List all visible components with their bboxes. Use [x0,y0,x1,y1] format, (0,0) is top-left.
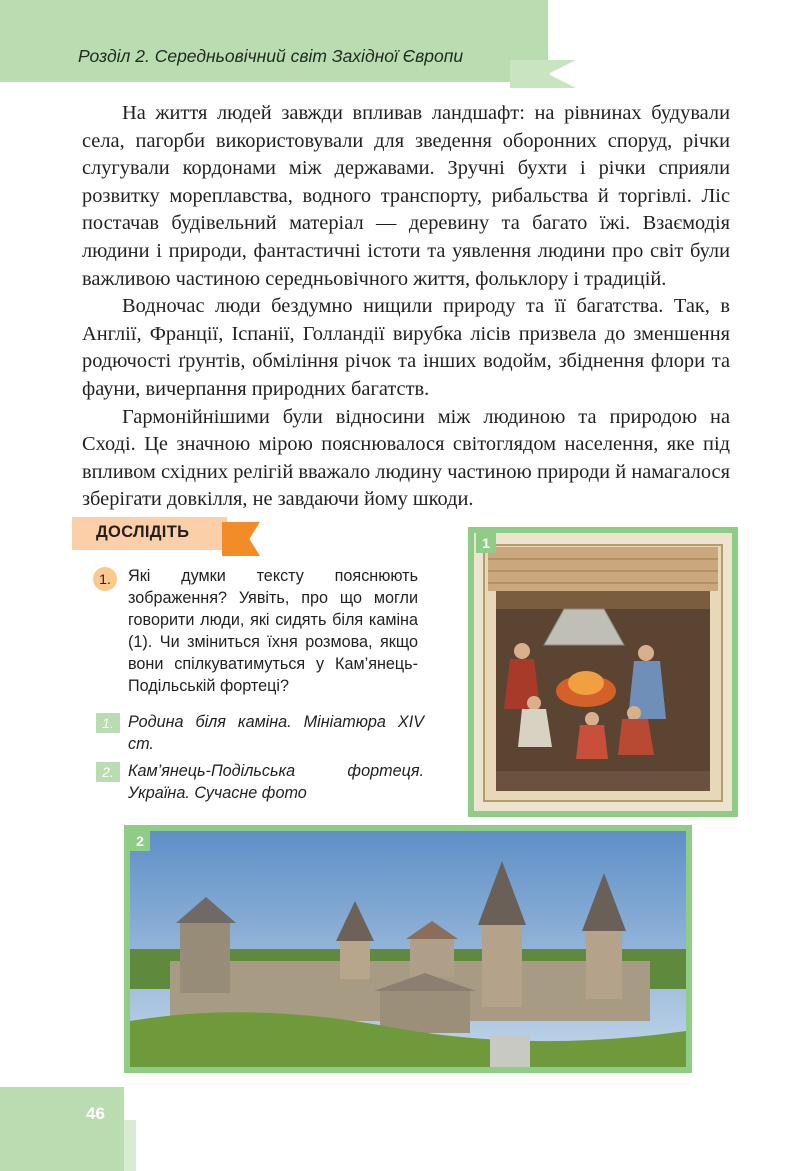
figure-1-miniature [468,527,738,817]
paragraph: Водночас люди бездумно нищили природу та її багатства. Так, в Англії, Франції, Іспанії, Голландії вирубка лісів призвела до зменшення родючості ґрунтів, обміління річок та інших водойм, збіднення флори та фауни, вичерпання природних багатств. [82,295,730,400]
caption-number: 2. [96,762,120,782]
page-number: 46 [86,1104,105,1123]
paragraph: Гармонійнішими були відносини між людиною та природою на Сході. Це значною мірою пояснювалося світоглядом населення, яке під впливом східних релігій вважало людину частиною природи й намагалося зберігати довкілля, не завдаючи йому шкоди. [82,405,730,511]
caption-text: Родина біля каміна. Мініатюра XIV ст. [128,713,424,753]
question-text: Які думки тексту пояснюють зображення? Уявіть, про що могли говорити люди, які сидять біля каміна (1). Чи зміниться їхня розмова, якщо вони спілкуватимуться у Кам’янець-Подільській фортеці? [128,567,418,695]
paragraph: На життя людей завжди впливав ландшафт: на рівнинах будували села, пагорби використовували для зведення оборонних споруд, річки слугували кордонами між державами. Зручні бухти і річки сприяли розвитку мореплавства, водного транспорту, рибальства й торгівлі. Ліс постачав будівельний матеріал — деревину та багато їжі. Взаємодія людини і природи, фантастичні істоти та уявлення людини про світ були важливою частиною середньовічного життя, фольклору і традицій. [82,102,730,290]
main-text [82,100,730,514]
fortress-photo [130,831,686,1067]
figure-number: 1 [476,533,496,553]
header-ribbon [510,60,550,88]
chapter-header-band [0,0,548,82]
caption-number: 1. [96,713,120,733]
question-number-badge: 1. [93,567,117,591]
explore-ribbon [222,522,260,556]
figure-2-photo [124,825,692,1073]
miniature-image [474,533,732,811]
explore-heading: ДОСЛІДІТЬ [96,523,190,541]
figure-number: 2 [130,831,150,851]
footer-strip [124,1120,136,1171]
caption-text: Кам’янець-Подільська фортеця. Україна. Сучасне фото [128,762,424,802]
chapter-title: Розділ 2. Середньовічний світ Західної Європи [78,46,464,66]
footer-band [0,1087,124,1171]
header-ribbon-tail [548,60,576,88]
